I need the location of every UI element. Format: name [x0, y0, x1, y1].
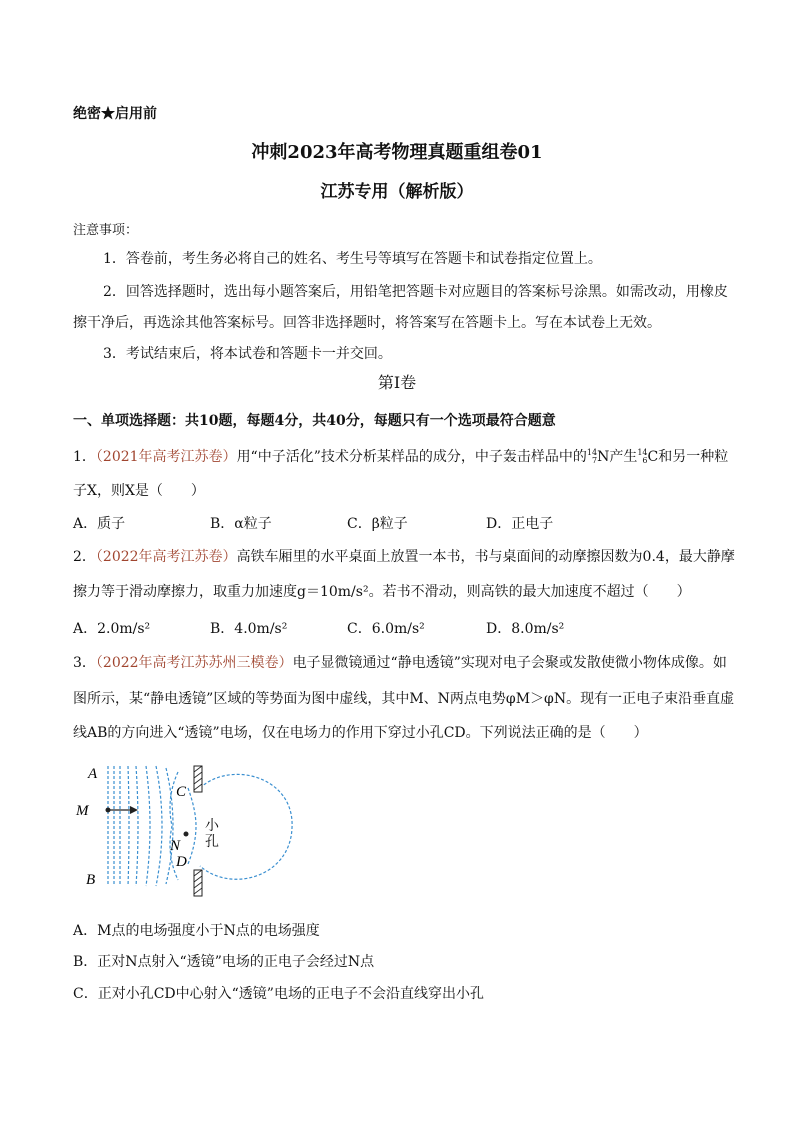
question-1-text-c: 和另一种粒 [658, 449, 729, 465]
part-heading: 一、单项选择题：共10题，每题4分，共40分，每题只有一个选项最符合题意 [73, 413, 556, 429]
q1-option-d[interactable]: D．正电子 [486, 516, 554, 532]
question-2-line-2: 擦力等于滑动摩擦力，取重力加速度g＝10m/s²。若书不滑动，则高铁的最大加速度不超过（ ） [73, 584, 691, 600]
label-n: N [170, 838, 181, 854]
q1-option-c[interactable]: C．β粒子 [347, 516, 408, 532]
equipotential-line [128, 766, 129, 886]
q2-option-c[interactable]: C．6.0m/s² [347, 621, 425, 637]
question-3 [73, 652, 727, 672]
q2-option-a[interactable]: A．2.0m/s² [73, 621, 151, 637]
notice-item-3: 3．考试结束后，将本试卷和答题卡一并交回。 [103, 346, 392, 362]
q2-option-b[interactable]: B．4.0m/s² [210, 621, 288, 637]
q3-option-a[interactable]: A．M点的电场强度小于N点的电场强度 [73, 923, 320, 939]
notice-item-1: 1．答卷前，考生务必将自己的姓名、考生号等填写在答题卡和试卷指定位置上。 [103, 251, 602, 267]
label-d: D [176, 854, 187, 870]
nitrogen-symbol: N [597, 449, 610, 465]
question-1-source: （2021年高考江苏卷） [95, 449, 237, 465]
nitrogen-nuclide-numbers: 14 7 [586, 448, 598, 465]
section-title: 第Ⅰ卷 [377, 373, 417, 392]
question-3-number: 3． [73, 655, 96, 671]
label-c: C [176, 784, 187, 800]
page-title: 冲刺2023年高考物理真题重组卷01 [251, 142, 543, 163]
label-b: B [86, 872, 96, 888]
label-m: M [76, 803, 89, 819]
question-1 [73, 446, 728, 466]
notice-heading: 注意事项： [73, 223, 139, 238]
question-2-source: （2022年高考江苏卷） [95, 549, 237, 565]
label-a: A [88, 766, 98, 782]
q1-option-a[interactable]: A．质子 [73, 516, 126, 532]
electrostatic-lens-figure [70, 758, 310, 898]
question-3-line-2: 图所示，某“静电透镜”区域的等势面为图中虚线，其中M、N两点电势φM＞φN。现有一正电子束沿垂直虚 [73, 691, 735, 707]
carbon-symbol: C [647, 449, 659, 465]
question-1-line-2: 子X，则X是（ ） [73, 483, 205, 499]
question-2 [73, 546, 735, 566]
question-2-line-1: 高铁车厢里的水平桌面上放置一本书，书与桌面间的动摩擦因数为0.4，最大静摩 [236, 549, 735, 565]
question-2-number: 2． [73, 549, 96, 565]
q1-option-b[interactable]: B．α粒子 [210, 516, 272, 532]
notice-item-2-cont: 擦干净后，再选涂其他答案标号。回答非选择题时，将答案写在答题卡上。写在本试卷上无效。 [73, 315, 661, 331]
beam-arrow-head [130, 806, 138, 814]
equipotential-line [136, 766, 138, 886]
equipotential-line [188, 788, 196, 864]
question-1-text-b: 产生 [609, 449, 638, 465]
q2-option-d[interactable]: D．8.0m/s² [486, 621, 565, 637]
q3-option-c[interactable]: C．正对小孔CD中心射入“透镜”电场的正电子不会沿直线穿出小孔 [73, 986, 484, 1002]
question-3-line-1: 电子显微镜通过“静电透镜”实现对电子会聚或发散使微小物体成像。如 [292, 655, 727, 671]
question-3-line-3: 线AB的方向进入“透镜”电场，仅在电场力的作用下穿过小孔CD。下列说法正确的是（ ） [73, 725, 648, 741]
point-m-dot [106, 808, 111, 813]
label-hole: 小孔 [205, 818, 219, 850]
notice-item-2: 2．回答选择题时，选出每小题答案后，用铅笔把答题卡对应题目的答案标号涂黑。如需改动，用橡皮 [103, 284, 728, 300]
page-subtitle: 江苏专用（解析版） [320, 182, 474, 202]
question-1-text-a: 用“中子活化”技术分析某样品的成分，中子轰击样品中的 [236, 449, 587, 465]
question-3-source: （2022年高考江苏苏州三模卷） [95, 655, 293, 671]
question-1-number: 1． [73, 449, 96, 465]
secret-label: 绝密★启用前 [73, 106, 157, 122]
point-n-dot [184, 832, 189, 837]
carbon-nuclide-numbers: 14 6 [637, 448, 648, 465]
equipotential-line [146, 766, 150, 886]
equipotential-line [156, 766, 162, 886]
q3-option-b[interactable]: B．正对N点射入“透镜”电场的正电子会经过N点 [73, 954, 375, 970]
